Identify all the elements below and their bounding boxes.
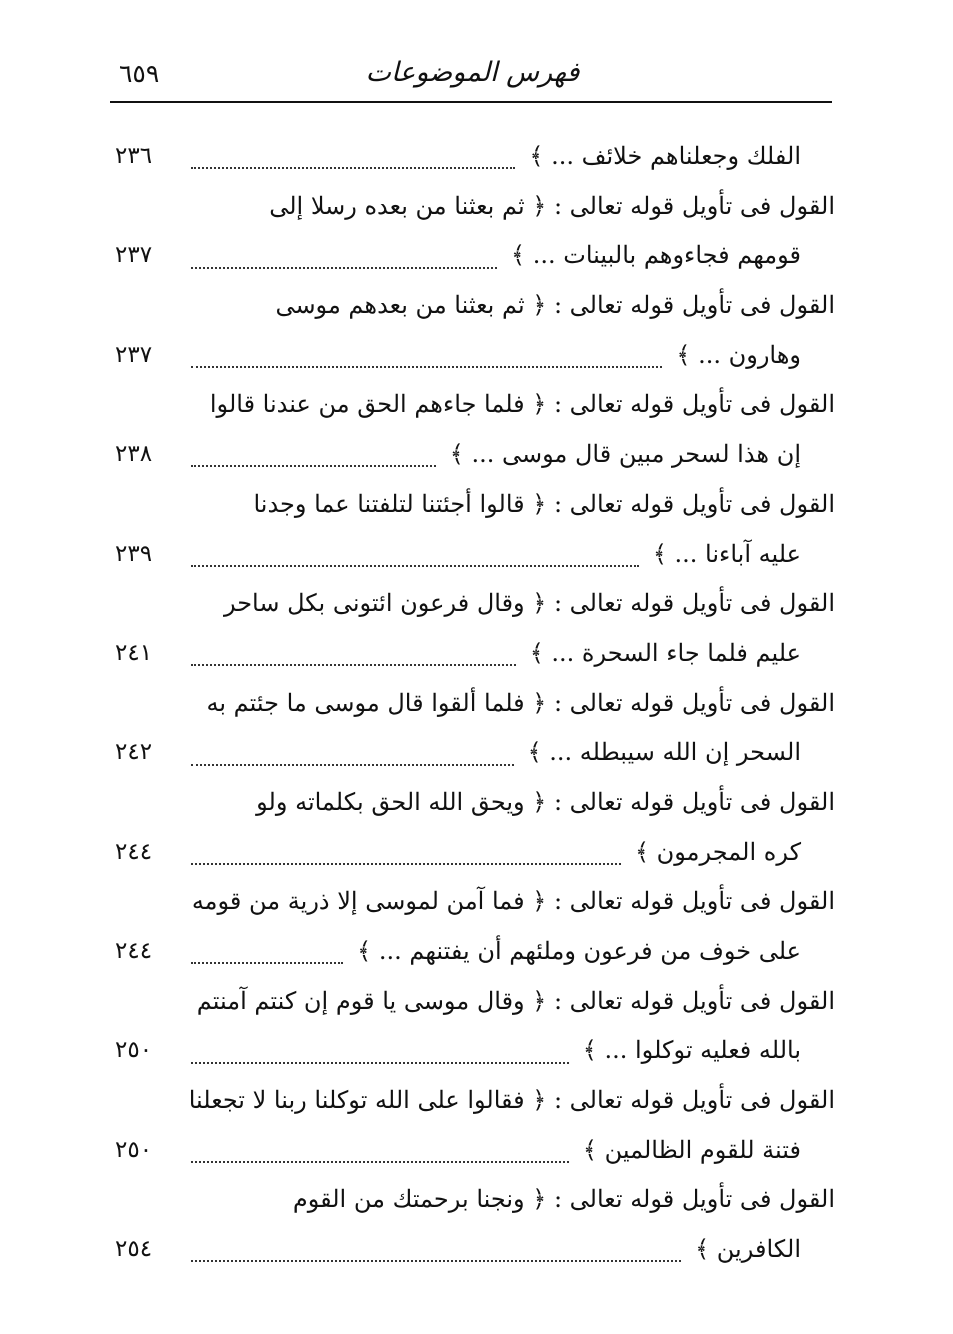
entry-first-line: القول فى تأويل قوله تعالى : ﴿ ثم بعثنا من بعده رسلا إلى	[269, 191, 835, 220]
entry-continuation-line	[115, 1225, 835, 1275]
entry-continuation-line	[115, 927, 835, 977]
entry-page-number: ٢٤١	[115, 639, 153, 666]
entry-continuation-line	[115, 828, 835, 878]
entry-continuation-line	[115, 629, 835, 679]
entry-first-line: القول فى تأويل قوله تعالى : ﴿ وقال فرعون ائتونى بكل ساحر	[223, 589, 835, 618]
entry-page-number: ٢٣٨	[115, 441, 153, 468]
entry-page-number: ٢٤٤	[115, 938, 153, 964]
index-entries	[115, 132, 835, 1275]
entry-continuation-line	[115, 231, 835, 281]
entry-continuation-line	[115, 331, 835, 381]
entry-continuation-text: وهارون ... ﴾	[676, 340, 801, 369]
entry-page-number: ٢٣٦	[115, 143, 153, 169]
entry-first-line: القول فى تأويل قوله تعالى : ﴿ ونجنا برحمتك من القوم	[292, 1185, 835, 1214]
dot-leader	[191, 663, 516, 666]
entry-page-number: ٢٥٤	[115, 1236, 153, 1263]
entry-continuation-text: فتنة للقوم الظالمين ﴾	[582, 1135, 801, 1164]
dot-leader	[191, 564, 639, 567]
entry-page-number: ٢٤٤	[115, 838, 153, 865]
dot-leader	[191, 266, 497, 269]
dot-leader	[191, 1160, 569, 1163]
entry-first-line: القول فى تأويل قوله تعالى : ﴿ فلما ألقوا قال موسى ما جئتم به	[206, 688, 835, 717]
header-title: فهرس الموضوعات	[365, 57, 580, 88]
entry-page-number: ٢٥٠	[115, 1136, 153, 1163]
entry-continuation-line	[115, 728, 835, 778]
entry-continuation-text: قومهم فجاءوهم بالبينات ... ﴾	[511, 241, 801, 270]
dot-leader	[191, 365, 662, 368]
entry-continuation-text: كره المجرمون ﴾	[634, 837, 801, 866]
entry-continuation-text: بالله فعليه توكلوا ... ﴾	[582, 1036, 801, 1065]
entry-continuation-line	[115, 1126, 835, 1176]
running-header	[115, 55, 830, 95]
entry-page-number: ٢٣٧	[115, 242, 153, 269]
header-page-number: ٦٥٩	[119, 59, 160, 88]
entry-first-line: القول فى تأويل قوله تعالى : ﴿ فما آمن لموسى إلا ذرية من قومه	[191, 887, 835, 916]
entry-first-line: القول فى تأويل قوله تعالى : ﴿ قالوا أجئتنا لتلفتنا عما وجدنا	[253, 489, 835, 518]
entry-page-number: ٢٣٩	[115, 540, 153, 567]
dot-leader	[191, 961, 343, 964]
dot-leader	[191, 1061, 569, 1064]
entry-continuation-text: الكافرين ﴾	[695, 1235, 801, 1264]
dot-leader	[191, 862, 621, 865]
entry-first-line: القول فى تأويل قوله تعالى : ﴿ وقال موسى يا قوم إن كنتم آمنتم	[196, 986, 835, 1015]
entry-first-line: القول فى تأويل قوله تعالى : ﴿ فلما جاءهم الحق من عندنا قالوا	[209, 390, 835, 419]
entry-continuation-line	[115, 530, 835, 580]
entry-continuation-text: عليم فلما جاء السحرة ... ﴾	[529, 638, 801, 667]
dot-leader	[191, 464, 436, 467]
entry-continuation-text: على خوف من فرعون وملئهم أن يفتنهم ... ﴾	[357, 937, 801, 965]
entry-first-line: القول فى تأويل قوله تعالى : ﴿ فقالوا على الله توكلنا ربنا لا تجعلنا	[188, 1086, 835, 1115]
entry-page-number: ٢٤٢	[115, 739, 153, 766]
entry-page-number: ٢٥٠	[115, 1037, 153, 1064]
entry-continuation-line	[115, 430, 835, 480]
entry-first-line: القول فى تأويل قوله تعالى : ﴿ ثم بعثنا من بعدهم موسى	[275, 291, 835, 320]
entry-continuation-text: الفلك وجعلناهم خلائف ... ﴾	[529, 142, 801, 170]
dot-leader	[191, 763, 514, 766]
dot-leader	[191, 166, 515, 169]
entry-continuation-text: إن هذا لسحر مبين قال موسى ... ﴾	[449, 440, 801, 469]
entry-first-line: القول فى تأويل قوله تعالى : ﴿ ويحق الله الحق بكلماته ولو	[256, 787, 835, 816]
entry-continuation-text: السحر إن الله سيبطله ... ﴾	[527, 738, 801, 767]
dot-leader	[191, 1259, 681, 1262]
entry-continuation-line	[115, 1026, 835, 1076]
entry-continuation-text: عليه آباءنا ... ﴾	[652, 539, 801, 568]
entry-continuation-line	[115, 132, 835, 182]
entry-page-number: ٢٣٧	[115, 341, 153, 368]
header-rule	[110, 101, 832, 103]
